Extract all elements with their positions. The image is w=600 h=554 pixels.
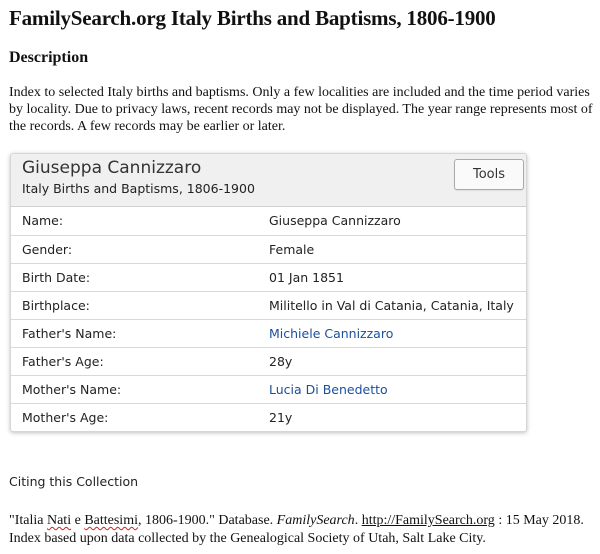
field-label-mothers-age: Mother's Age: (22, 409, 109, 425)
citation-part: . (354, 513, 362, 528)
record-card (10, 153, 527, 432)
table-row (11, 319, 526, 347)
table-row (11, 207, 526, 235)
description-text: Index to selected Italy births and baptisms. Only a few localities are included and the time period varies by locality. Due to privacy laws, recent records may not be displayed. The year range represents most of the records. A few records may be earlier or later. (9, 85, 593, 134)
citing-heading: Citing this Collection (9, 474, 139, 489)
familysearch-link[interactable]: http://FamilySearch.org (361, 513, 495, 528)
table-row (11, 375, 526, 403)
field-label-fathers-age: Father's Age: (22, 353, 104, 369)
field-value-birthplace: Militello in Val di Catania, Catania, Italy (269, 297, 514, 313)
citation-part: , 1806-1900." Database. (137, 513, 277, 528)
field-label-mothers-name: Mother's Name: (22, 381, 122, 397)
table-row (11, 347, 526, 375)
mothers-name-link[interactable]: Lucia Di Benedetto (269, 381, 388, 397)
record-card-header (11, 154, 526, 207)
record-person-name: Giuseppa Cannizzaro (22, 158, 202, 178)
citation-word-nati: Nati (46, 513, 72, 528)
field-label-name: Name: (22, 213, 64, 229)
field-label-birthplace: Birthplace: (22, 297, 90, 313)
table-row (11, 235, 526, 263)
citation-source: FamilySearch (276, 513, 355, 528)
field-label-gender: Gender: (22, 241, 73, 257)
description-heading: Description (9, 49, 89, 66)
table-row (11, 291, 526, 319)
field-value-fathers-age: 28y (269, 353, 293, 369)
table-row (11, 263, 526, 291)
field-label-birth-date: Birth Date: (22, 269, 91, 285)
field-value-mothers-age: 21y (269, 409, 293, 425)
citation-part: e (71, 513, 85, 528)
citation-part: : 15 May 2018. Index based upon data collected by the Genealogical Society of Utah, Salt Lake City. (9, 513, 584, 546)
citation-part: "Italia (9, 513, 47, 528)
field-value-name: Giuseppa Cannizzaro (269, 213, 401, 229)
citation-text (9, 512, 594, 548)
field-label-fathers-name: Father's Name: (22, 325, 117, 341)
page-title: FamilySearch.org Italy Births and Baptisms, 1806-1900 (9, 6, 496, 30)
record-details-table (11, 207, 526, 431)
record-collection-name: Italy Births and Baptisms, 1806-1900 (22, 181, 255, 196)
table-row (11, 403, 526, 431)
field-value-gender: Female (269, 241, 315, 257)
fathers-name-link[interactable]: Michiele Cannizzaro (269, 325, 394, 341)
tools-button[interactable]: Tools (454, 159, 524, 190)
field-value-birth-date: 01 Jan 1851 (269, 269, 344, 285)
citation-word-battesimi: Battesimi (84, 513, 138, 528)
